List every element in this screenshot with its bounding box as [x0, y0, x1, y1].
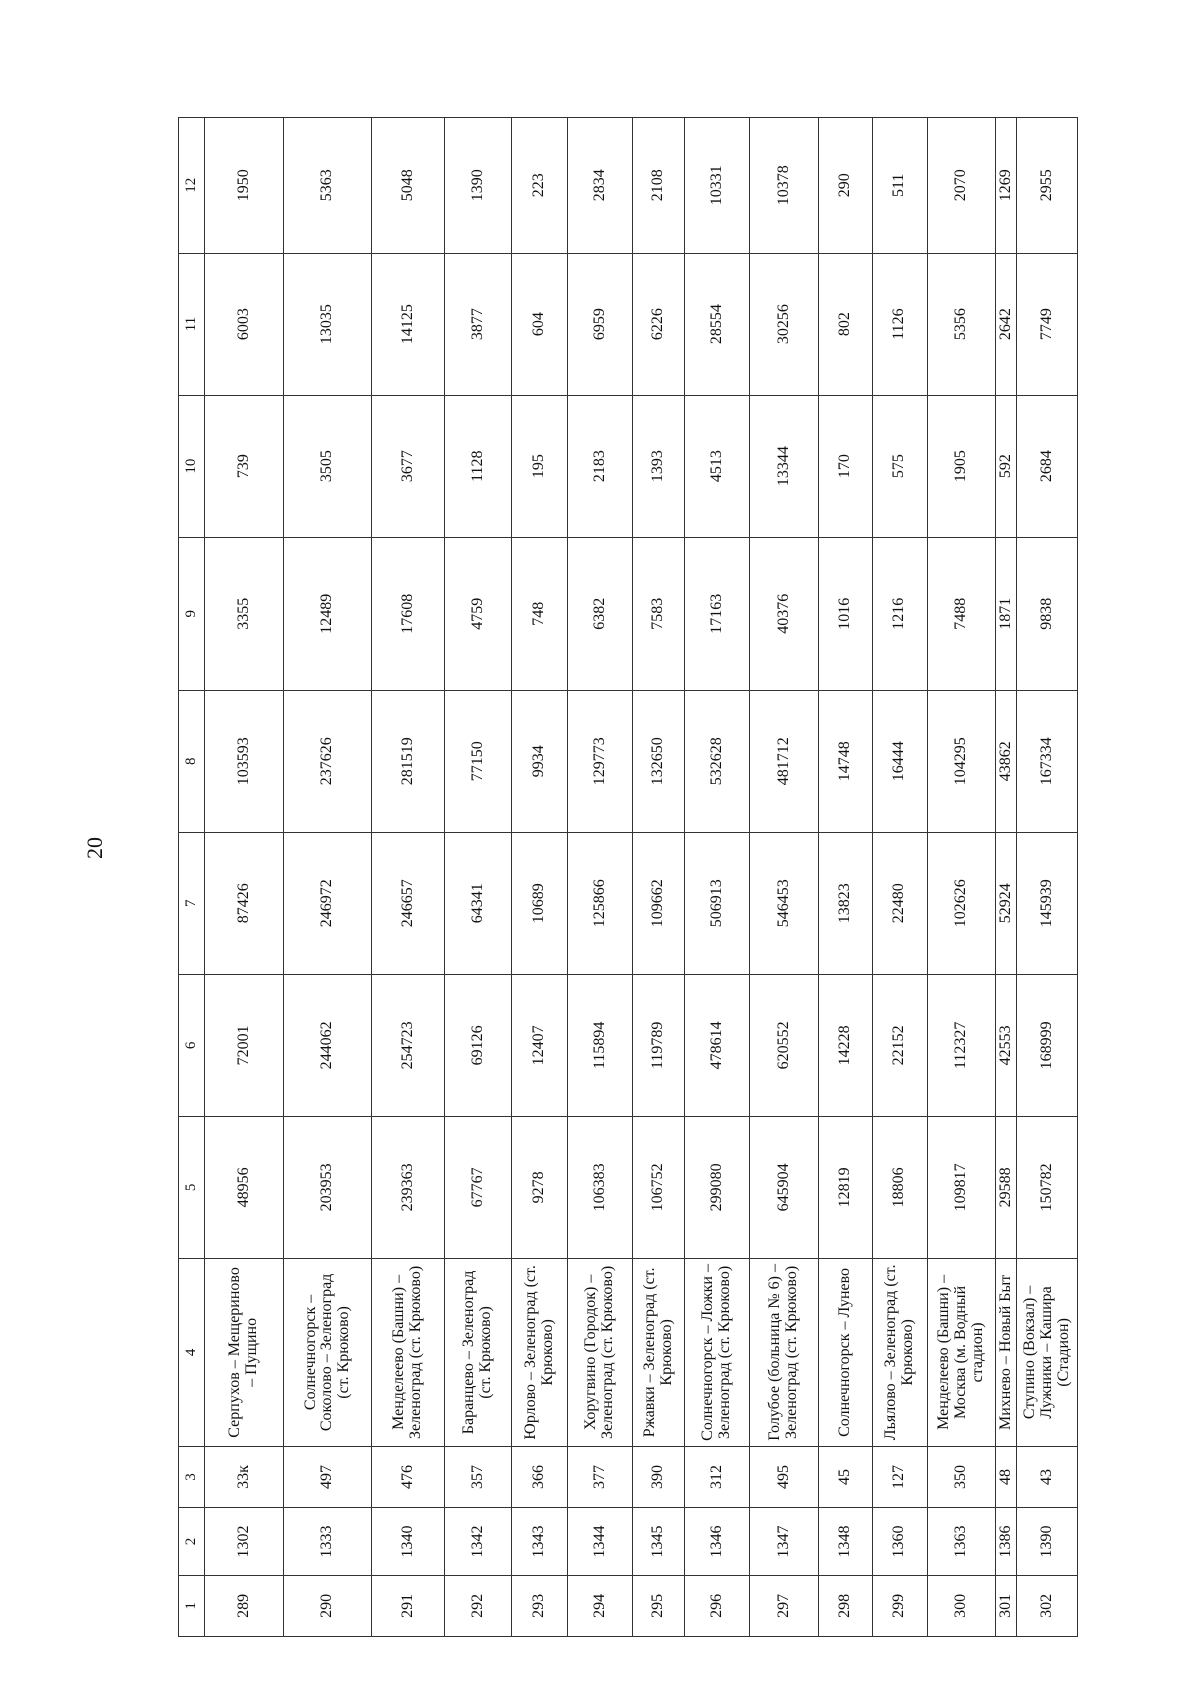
table-cell: 5363: [284, 118, 372, 254]
table-cell: 290: [284, 1575, 372, 1636]
table-cell: 301: [996, 1575, 1017, 1636]
column-header: 5: [179, 1116, 205, 1258]
column-header: 7: [179, 832, 205, 974]
table-cell: 12407: [511, 974, 567, 1116]
table-cell: 52924: [996, 832, 1017, 974]
table-cell: 511: [873, 118, 927, 254]
table-row: [1017, 118, 1078, 1637]
table-cell: 292: [445, 1575, 512, 1636]
table-cell: 1016: [818, 537, 872, 690]
table-cell: 478614: [685, 974, 750, 1116]
route-cell: Солнечногорск – Ложки – Зеленоград (ст. Крюково): [685, 1258, 750, 1446]
table-cell: 532628: [685, 690, 750, 832]
table-cell: 6959: [568, 253, 633, 395]
table-row: [633, 118, 685, 1637]
table-cell: 291: [372, 1575, 445, 1636]
table-cell: 5356: [927, 253, 996, 395]
table-cell: 1346: [685, 1508, 750, 1576]
table-cell: 18806: [873, 1116, 927, 1258]
table-row: [996, 118, 1017, 1637]
route-cell: Юрлово – Зеленоград (ст. Крюково): [511, 1258, 567, 1446]
table-cell: 145939: [1017, 832, 1078, 974]
table-cell: 302: [1017, 1575, 1078, 1636]
table-cell: 1344: [568, 1508, 633, 1576]
table-cell: 14748: [818, 690, 872, 832]
table-cell: 12819: [818, 1116, 872, 1258]
table-cell: 2108: [633, 118, 685, 254]
data-table: [178, 117, 1078, 1637]
table-cell: 48956: [205, 1116, 284, 1258]
table-row: [927, 118, 996, 1637]
table-cell: 237626: [284, 690, 372, 832]
table-cell: 2834: [568, 118, 633, 254]
table-cell: 22480: [873, 832, 927, 974]
table-cell: 12489: [284, 537, 372, 690]
table-cell: 592: [996, 395, 1017, 537]
table-cell: 390: [633, 1446, 685, 1507]
table-row: [205, 118, 284, 1637]
table-cell: 29588: [996, 1116, 1017, 1258]
table-cell: 195: [511, 395, 567, 537]
route-cell: Баранцево – Зеленоград (ст. Крюково): [445, 1258, 512, 1446]
table-cell: 312: [685, 1446, 750, 1507]
table-cell: 17608: [372, 537, 445, 690]
table-cell: 106383: [568, 1116, 633, 1258]
table-cell: 223: [511, 118, 567, 254]
table-cell: 13823: [818, 832, 872, 974]
table-cell: 575: [873, 395, 927, 537]
table-cell: 87426: [205, 832, 284, 974]
table-cell: 1333: [284, 1508, 372, 1576]
table-cell: 9934: [511, 690, 567, 832]
route-cell: Михнево – Новый Быт: [996, 1258, 1017, 1446]
route-cell: Ржавки – Зеленоград (ст. Крюково): [633, 1258, 685, 1446]
table-cell: 103593: [205, 690, 284, 832]
table-cell: 106752: [633, 1116, 685, 1258]
table-cell: 28554: [685, 253, 750, 395]
table-cell: 167334: [1017, 690, 1078, 832]
table-cell: 2955: [1017, 118, 1078, 254]
table-cell: 203953: [284, 1116, 372, 1258]
table-cell: 129773: [568, 690, 633, 832]
table-cell: 6382: [568, 537, 633, 690]
table-cell: 2183: [568, 395, 633, 537]
table-cell: 109662: [633, 832, 685, 974]
route-cell: Голубое (больница № 6) – Зеленоград (ст. Крюково): [750, 1258, 819, 1446]
table-cell: 16444: [873, 690, 927, 832]
table-row: [685, 118, 750, 1637]
table-cell: 14228: [818, 974, 872, 1116]
table-cell: 546453: [750, 832, 819, 974]
route-cell: Серпухов – Мещериново – Пущино: [205, 1258, 284, 1446]
table-cell: 1345: [633, 1508, 685, 1576]
table-cell: 168999: [1017, 974, 1078, 1116]
table-cell: 604: [511, 253, 567, 395]
table-cell: 5048: [372, 118, 445, 254]
table-cell: 77150: [445, 690, 512, 832]
table-row: [372, 118, 445, 1637]
table-cell: 3355: [205, 537, 284, 690]
table-cell: 3877: [445, 253, 512, 395]
table-cell: 244062: [284, 974, 372, 1116]
table-row: [818, 118, 872, 1637]
table-cell: 69126: [445, 974, 512, 1116]
table-cell: 2070: [927, 118, 996, 254]
table-cell: 366: [511, 1446, 567, 1507]
table-cell: 6003: [205, 253, 284, 395]
table-cell: 620552: [750, 974, 819, 1116]
table-cell: 254723: [372, 974, 445, 1116]
table-cell: 476: [372, 1446, 445, 1507]
table-cell: 17163: [685, 537, 750, 690]
table-cell: 300: [927, 1575, 996, 1636]
table-cell: 14125: [372, 253, 445, 395]
table-row: [750, 118, 819, 1637]
table-cell: 1950: [205, 118, 284, 254]
table-cell: 4513: [685, 395, 750, 537]
page-number: 20: [82, 837, 107, 859]
table-cell: 1360: [873, 1508, 927, 1576]
table-cell: 7488: [927, 537, 996, 690]
column-header: 11: [179, 253, 205, 395]
table-cell: 43862: [996, 690, 1017, 832]
table-cell: 295: [633, 1575, 685, 1636]
table-cell: 290: [818, 118, 872, 254]
table-cell: 132650: [633, 690, 685, 832]
header-row: [179, 118, 205, 1637]
table-cell: 48: [996, 1446, 1017, 1507]
table-cell: 1269: [996, 118, 1017, 254]
route-cell: Льялово – Зеленоград (ст. Крюково): [873, 1258, 927, 1446]
table-cell: 495: [750, 1446, 819, 1507]
table-cell: 4759: [445, 537, 512, 690]
table-cell: 294: [568, 1575, 633, 1636]
table-cell: 293: [511, 1575, 567, 1636]
table-cell: 497: [284, 1446, 372, 1507]
column-header: 4: [179, 1258, 205, 1446]
table-cell: 1340: [372, 1508, 445, 1576]
table-cell: 1390: [445, 118, 512, 254]
table-cell: 13035: [284, 253, 372, 395]
route-cell: Менделеево (Башни) – Москва (м. Водный стадион): [927, 1258, 996, 1446]
table-cell: 22152: [873, 974, 927, 1116]
table-cell: 1347: [750, 1508, 819, 1576]
table-row: [873, 118, 927, 1637]
table-cell: 2684: [1017, 395, 1078, 537]
column-header: 3: [179, 1446, 205, 1507]
table-row: [568, 118, 633, 1637]
table-cell: 7749: [1017, 253, 1078, 395]
table-cell: 7583: [633, 537, 685, 690]
table-cell: 64341: [445, 832, 512, 974]
table-cell: 170: [818, 395, 872, 537]
route-cell: Солнечногорск – Соколово – Зеленоград (ст. Крюково): [284, 1258, 372, 1446]
table-cell: 1216: [873, 537, 927, 690]
table-cell: 357: [445, 1446, 512, 1507]
table-cell: 299: [873, 1575, 927, 1636]
table-cell: 1342: [445, 1508, 512, 1576]
route-cell: Солнечногорск – Лунево: [818, 1258, 872, 1446]
table-cell: 42553: [996, 974, 1017, 1116]
column-header: 9: [179, 537, 205, 690]
table-cell: 112327: [927, 974, 996, 1116]
table-cell: 10331: [685, 118, 750, 254]
rotated-table-container: [178, 117, 1078, 1637]
table-cell: 119789: [633, 974, 685, 1116]
table-cell: 281519: [372, 690, 445, 832]
table-cell: 6226: [633, 253, 685, 395]
table-cell: 1302: [205, 1508, 284, 1576]
table-cell: 33к: [205, 1446, 284, 1507]
table-cell: 350: [927, 1446, 996, 1507]
table-cell: 9278: [511, 1116, 567, 1258]
route-cell: Менделеево (Башни) – Зеленоград (ст. Крюково): [372, 1258, 445, 1446]
table-cell: 104295: [927, 690, 996, 832]
table-cell: 150782: [1017, 1116, 1078, 1258]
table-cell: 1126: [873, 253, 927, 395]
table-cell: 506913: [685, 832, 750, 974]
route-cell: Хоругвино (Городок) – Зеленоград (ст. Крюково): [568, 1258, 633, 1446]
column-header: 2: [179, 1508, 205, 1576]
table-cell: 1363: [927, 1508, 996, 1576]
table-cell: 289: [205, 1575, 284, 1636]
table-cell: 645904: [750, 1116, 819, 1258]
table-row: [445, 118, 512, 1637]
table-cell: 1871: [996, 537, 1017, 690]
table-cell: 297: [750, 1575, 819, 1636]
table-cell: 296: [685, 1575, 750, 1636]
table-cell: 67767: [445, 1116, 512, 1258]
table-cell: 377: [568, 1446, 633, 1507]
table-cell: 1905: [927, 395, 996, 537]
column-header: 12: [179, 118, 205, 254]
table-cell: 40376: [750, 537, 819, 690]
table-cell: 3677: [372, 395, 445, 537]
table-cell: 102626: [927, 832, 996, 974]
table-cell: 1393: [633, 395, 685, 537]
column-header: 10: [179, 395, 205, 537]
table-cell: 481712: [750, 690, 819, 832]
table-cell: 43: [1017, 1446, 1078, 1507]
table-cell: 3505: [284, 395, 372, 537]
table-cell: 739: [205, 395, 284, 537]
column-header: 8: [179, 690, 205, 832]
table-cell: 299080: [685, 1116, 750, 1258]
table-body: [205, 118, 1078, 1637]
table-row: [284, 118, 372, 1637]
table-cell: 72001: [205, 974, 284, 1116]
table-cell: 1390: [1017, 1508, 1078, 1576]
column-header: 1: [179, 1575, 205, 1636]
table-cell: 748: [511, 537, 567, 690]
table-cell: 45: [818, 1446, 872, 1507]
table-cell: 109817: [927, 1116, 996, 1258]
table-cell: 9838: [1017, 537, 1078, 690]
column-header: 6: [179, 974, 205, 1116]
table-cell: 802: [818, 253, 872, 395]
table-cell: 239363: [372, 1116, 445, 1258]
table-cell: 298: [818, 1575, 872, 1636]
table-cell: 125866: [568, 832, 633, 974]
table-cell: 1348: [818, 1508, 872, 1576]
table-cell: 246972: [284, 832, 372, 974]
table-cell: 1343: [511, 1508, 567, 1576]
table-cell: 13344: [750, 395, 819, 537]
table-row: [511, 118, 567, 1637]
table-cell: 127: [873, 1446, 927, 1507]
table-cell: 115894: [568, 974, 633, 1116]
table-cell: 30256: [750, 253, 819, 395]
table-cell: 1128: [445, 395, 512, 537]
table-cell: 10689: [511, 832, 567, 974]
table-cell: 1386: [996, 1508, 1017, 1576]
route-cell: Ступино (Вокзал) – Лужники – Кашира (Стадион): [1017, 1258, 1078, 1446]
table-cell: 10378: [750, 118, 819, 254]
table-cell: 2642: [996, 253, 1017, 395]
table-cell: 246657: [372, 832, 445, 974]
